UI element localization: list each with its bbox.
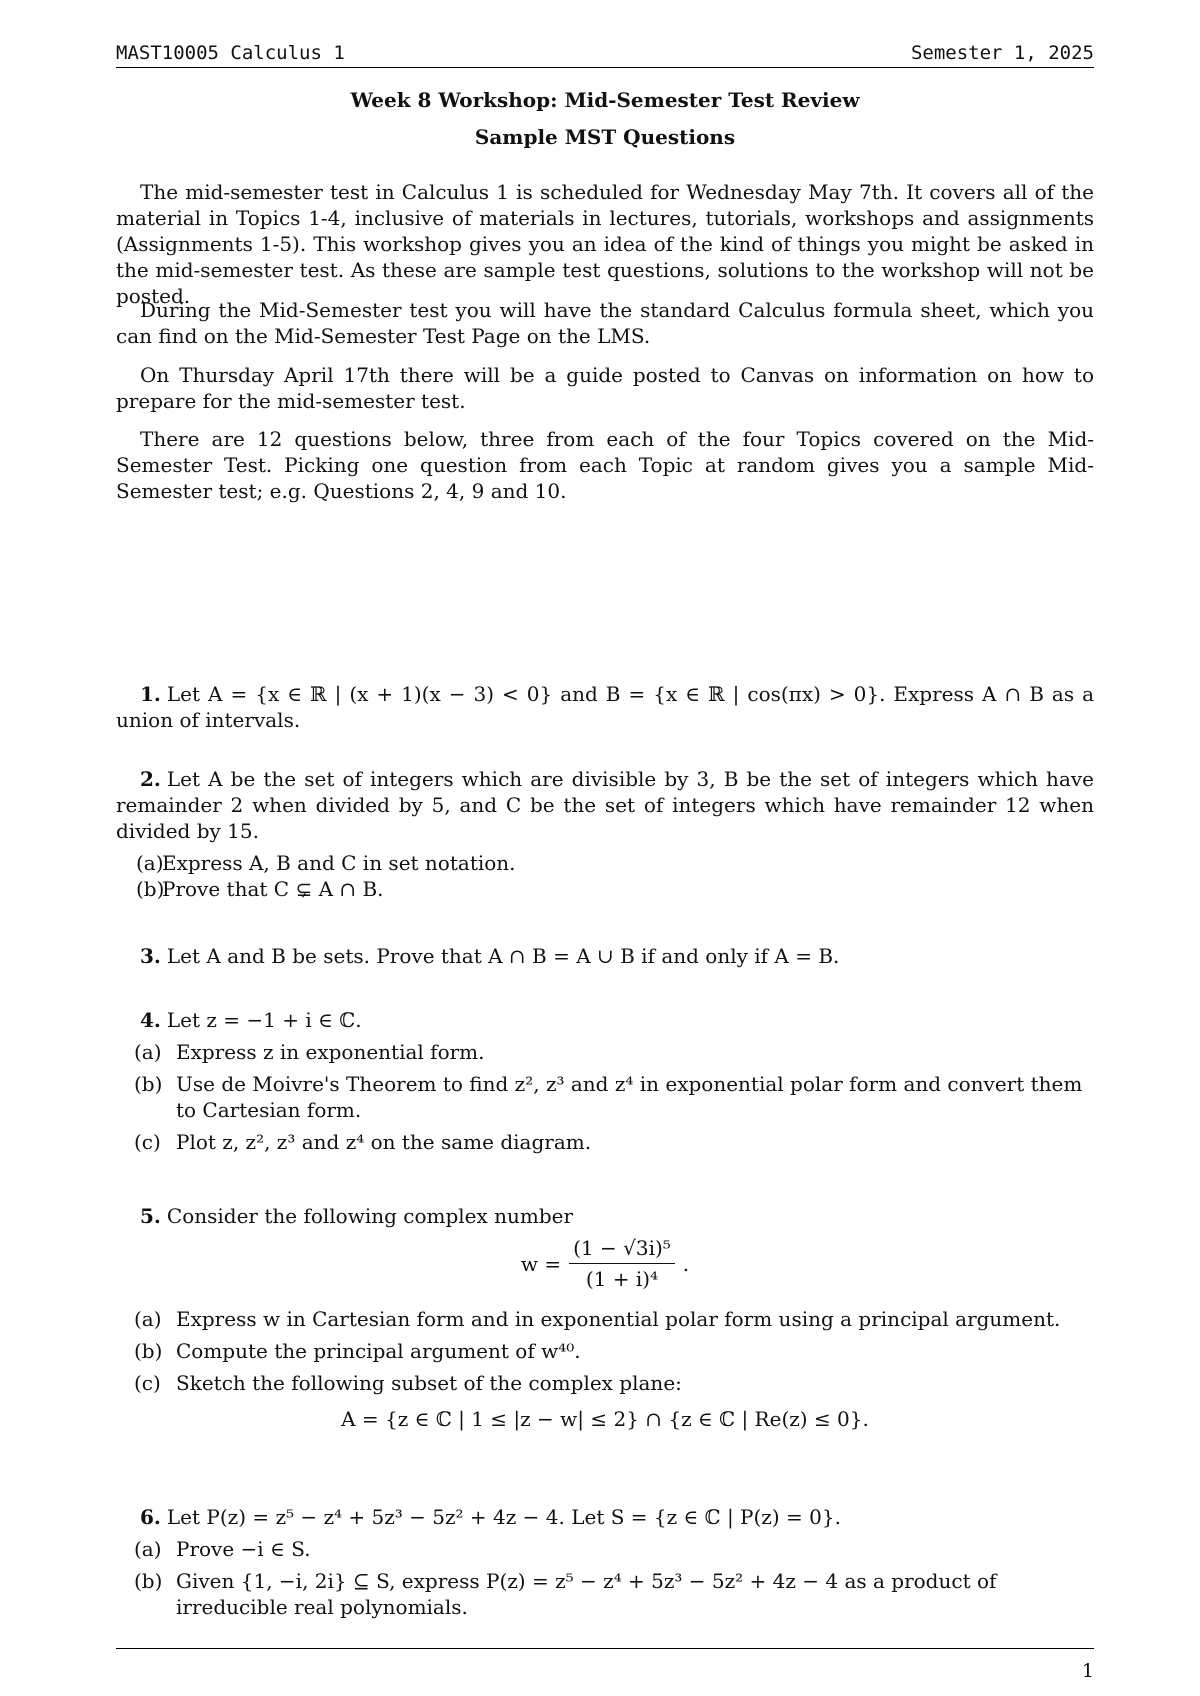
question-1 (116, 681, 1094, 733)
question-part (116, 1039, 1094, 1065)
part-label: (a) (134, 1537, 162, 1561)
question-3 (116, 943, 1094, 969)
part-text: Sketch the following subset of the complex plane: (176, 1371, 682, 1395)
question-5 (116, 1203, 1094, 1432)
question-text: Let z = −1 + i ∈ ℂ. (166, 1008, 362, 1032)
question-number: 6. (140, 1505, 161, 1529)
part-text: Express z in exponential form. (176, 1040, 485, 1064)
part-text: Express w in Cartesian form and in exponential polar form using a principal argument. (176, 1307, 1061, 1331)
semester-label: Semester 1, 2025 (910, 42, 1094, 64)
part-label: (b) (134, 1072, 163, 1096)
question-6 (116, 1504, 1094, 1620)
workshop-subtitle: Sample MST Questions (474, 125, 736, 149)
part-label: (a) (134, 1040, 162, 1064)
formula-end: . (682, 1251, 690, 1276)
running-header (116, 40, 1094, 66)
page-number: 1 (1081, 1660, 1094, 1682)
fraction-numerator: (1 − √3i)⁵ (569, 1235, 675, 1264)
workshop-title: Week 8 Workshop: Mid-Semester Test Review (350, 88, 860, 112)
question-number: 5. (140, 1204, 161, 1228)
part-label: (b) (134, 1569, 163, 1593)
question-part (116, 876, 1094, 902)
question-number: 4. (140, 1008, 161, 1032)
footer-rule (116, 1648, 1094, 1649)
part-label: (b) (134, 1339, 163, 1363)
part-text: Use de Moivre's Theorem to find z², z³ and z⁴ in exponential polar form and convert them to Cartesian form. (176, 1072, 1083, 1122)
header-rule (116, 67, 1094, 68)
question-4 (116, 1007, 1094, 1155)
part-text: Prove −i ∈ S. (176, 1537, 311, 1561)
part-text: Compute the principal argument of w⁴⁰. (176, 1339, 581, 1363)
intro-paragraph: During the Mid-Semester test you will have the standard Calculus formula sheet, which you can find on the Mid-Semester Test Page on the LMS. (116, 298, 1094, 348)
question-number: 3. (140, 944, 161, 968)
question-text: Let A = {x ∈ ℝ | (x + 1)(x − 3) < 0} and B = {x ∈ ℝ | cos(πx) > 0}. Express A ∩ B as a union of intervals. (116, 682, 1094, 732)
part-text: Plot z, z², z³ and z⁴ on the same diagram. (176, 1130, 592, 1154)
question-text: Consider the following complex number (166, 1204, 574, 1228)
part-text: Prove that C ⊊ A ∩ B. (162, 877, 384, 901)
course-code: MAST10005 Calculus 1 (116, 42, 345, 64)
question-number: 1. (140, 682, 161, 706)
part-label: (a) (136, 851, 164, 875)
display-formula (116, 1235, 1094, 1292)
question-part (116, 1338, 1094, 1364)
question-part (116, 1568, 1094, 1620)
part-text: Express A, B and C in set notation. (162, 851, 516, 875)
intro-paragraph: The mid-semester test in Calculus 1 is scheduled for Wednesday May 7th. It covers all of the material in Topics 1-4, inclusive of materials in lectures, tutorials, workshops and assignments (Assignments 1-5). This workshop gives you an idea of the kind of things you might be asked in the mid-semester test. As these are sample test questions, solutions to the workshop will not be posted. (116, 180, 1094, 308)
part-label: (c) (134, 1371, 161, 1395)
part-label: (a) (134, 1307, 162, 1331)
question-text: Let P(z) = z⁵ − z⁴ + 5z³ − 5z² + 4z − 4. Let S = {z ∈ ℂ | P(z) = 0}. (166, 1505, 841, 1529)
fraction (569, 1235, 675, 1292)
intro-paragraph: On Thursday April 17th there will be a guide posted to Canvas on information on how to prepare for the mid-semester test. (116, 363, 1094, 413)
question-part (116, 1370, 1094, 1396)
question-text: Let A and B be sets. Prove that A ∩ B = A ∪ B if and only if A = B. (166, 944, 840, 968)
question-part (116, 1129, 1094, 1155)
part-label: (c) (134, 1130, 161, 1154)
formula-lhs: w = (520, 1251, 562, 1276)
question-2 (116, 766, 1094, 902)
part-text: Given {1, −i, 2i} ⊆ S, express P(z) = z⁵ − z⁴ + 5z³ − 5z² + 4z − 4 as a product of irreducible real polynomials. (176, 1569, 997, 1619)
question-part (116, 1071, 1094, 1123)
question-part (116, 850, 1094, 876)
set-formula: A = {z ∈ ℂ | 1 ≤ |z − w| ≤ 2} ∩ {z ∈ ℂ | Re(z) ≤ 0}. (341, 1407, 869, 1431)
question-part (116, 1306, 1094, 1332)
question-part (116, 1536, 1094, 1562)
part-label: (b) (136, 877, 165, 901)
intro-paragraph: There are 12 questions below, three from each of the four Topics covered on the Mid-Semester Test. Picking one question from each Topic at random gives you a sample Mid-Semester test; e.g. Questions 2, 4, 9 and 10. (116, 427, 1094, 503)
question-number: 2. (140, 767, 161, 791)
fraction-denominator: (1 + i)⁴ (585, 1267, 659, 1291)
question-text: Let A be the set of integers which are divisible by 3, B be the set of integers which have remainder 2 when divided by 5, and C be the set of integers which have remainder 12 when divided by 15. (116, 767, 1094, 843)
document-page (116, 0, 1094, 1696)
